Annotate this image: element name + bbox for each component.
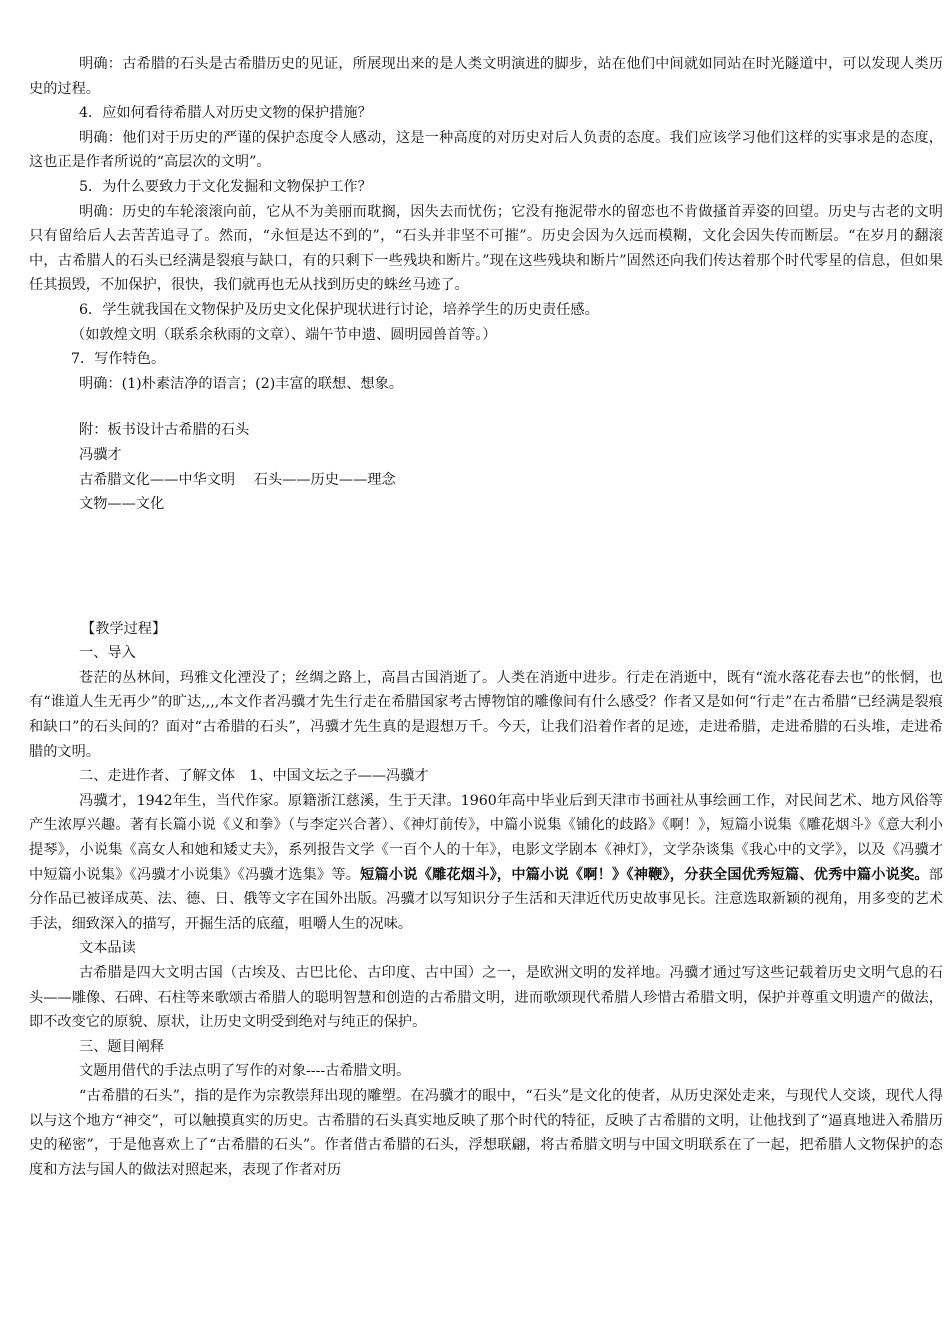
- answer-paragraph-3: 明确：古希腊的石头是古希腊历史的见证，所展现出来的是人类文明演进的脚步，站在他们中间就如同站在时光隧道中，可以发现人类历史的过程。: [29, 56, 943, 97]
- author-bio-text-a: 冯骥才，1942年生，当代作家。原籍浙江慈溪，生于天津。1960年高中毕业后到天津市书画社从事绘画工作，对民间艺术、地方风俗等产生浓厚兴趣。著有长篇小说《义和拳》（与李定兴合著）、《神灯前传》，中篇小说集《铺化的歧路》《啊！》，短篇小说集《雕花烟斗》《意大利小提琴》，小说集《高女人和她和矮丈夫》，系列报告文学《一百个人的十年》，电影文学剧本《神灯》，文学杂谈集《我心中的文学》，以及《冯骥才中短篇小说集》《冯骥才小说集》《冯骥才选集》等。: [29, 792, 943, 883]
- question-4: 4．应如何看待希腊人对历史文物的保护措施？: [79, 105, 372, 122]
- board-design-line-2: 文物——文化: [79, 496, 165, 513]
- heading-text-reading: 文本品读: [79, 940, 136, 957]
- title-explanation-line: 文题用借代的手法点明了写作的对象----古希腊文明。: [79, 1063, 411, 1080]
- board-design-title: 附：板书设计古希腊的石头: [79, 422, 250, 439]
- answer-paragraph-7: 明确：(1)朴素洁净的语言；(2)丰富的联想、想象。: [79, 375, 403, 392]
- spacer: [29, 517, 943, 617]
- question-6: 6．学生就我国在文物保护及历史文化保护现状进行讨论，培养学生的历史责任感。: [79, 301, 599, 318]
- heading-author-genre: 二、走进作者、了解文体 1、中国文坛之子——冯骥才: [79, 768, 429, 785]
- document-page: [29, 52, 943, 1182]
- text-reading-paragraph: 古希腊是四大文明古国（古埃及、古巴比伦、古印度、古中国）之一，是欧洲文明的发祥地。冯骥才通过写这些记载着历史文明气息的石头——雕像、石碑、石柱等来歌颂古希腊人的聪明智慧和创造的古希腊文明，进而歌颂现代希腊人珍惜古希腊文明，保护并尊重文明遗产的做法，即不改变它的原貌、原状，让历史文明受到绝对与纯正的保护。: [29, 965, 943, 1031]
- author-biography: [29, 789, 943, 937]
- answer-paragraph-4: 明确：他们对于历史的严谨的保护态度令人感动，这是一种高度的对历史对后人负责的态度。我们应该学习他们这样的实事求是的态度，这也正是作者所说的“高层次的文明”。: [29, 129, 943, 171]
- heading-title-explanation: 三、题目阐释: [79, 1038, 165, 1055]
- board-design-author: 冯骥才: [79, 446, 122, 463]
- stone-explanation-paragraph: “古希腊的石头”，指的是作为宗教崇拜出现的雕塑。在冯骥才的眼中，“石头”是文化的使者，从历史深处走来，与现代人交谈，现代人得以与这个地方“神交”，可以触摸真实的历史。古希腊的石头真实地反映了那个时代的特征，反映了古希腊的文明，让他找到了“逼真地进入希腊历史的秘密”，于是他喜欢上了“古希腊的石头”。作者借古希腊的石头，浮想联翩，将古希腊文明与中国文明联系在了一起，把希腊人文物保护的态度和方法与国人的做法对照起来，表现了作者对历: [29, 1087, 943, 1178]
- question-7: 7．写作特色。: [71, 351, 166, 368]
- spacer: [29, 396, 943, 418]
- heading-introduction: 一、导入: [79, 645, 136, 662]
- author-bio-awards: 短篇小说《雕花烟斗》，中篇小说《啊！》《神鞭》，分获全国优秀短篇、优秀中篇小说奖。: [360, 866, 929, 883]
- question-6-note: （如敦煌文明（联系余秋雨的文章）、端午节申遗、圆明园兽首等。）: [71, 326, 497, 343]
- question-5: 5．为什么要致力于文化发掘和文物保护工作？: [79, 178, 372, 195]
- section-heading-teaching-process: 【教学过程】: [81, 620, 167, 637]
- author-bio-text-b: 部分作品已被译成英、法、德、日、俄等文字在国外出版。冯骥才以写知识分子生活和天津近代历史故事见长。注意选取新颖的视角，用多变的艺术手法，细致深入的描写，开掘生活的底蕴，咀嚼人生的况味。: [29, 866, 943, 932]
- board-design-line-1: 古希腊文化——中华文明 石头——历史——理念: [79, 471, 396, 488]
- answer-paragraph-5: 明确：历史的车轮滚滚向前，它从不为美丽而耽搁，因失去而忧伤；它没有拖泥带水的留恋也不肯做搔首弄姿的回望。历史与古老的文明只有留给后人去苦苦追寻了。然而，“永恒是达不到的”，“石头并非坚不可摧”。历史会因为久远而模糊，文化会因失传而断层。“在岁月的翻滚中，古希腊人的石头已经满是裂痕与缺口，有的只剩下一些残块和断片。”现在这些残块和断片”固然还向我们传达着那个时代零星的信息，但如果任其损毁，不加保护，很快，我们就再也无从找到历史的蛛丝马迹了。: [29, 203, 943, 294]
- introduction-paragraph: 苍茫的丛林间，玛雅文化湮没了；丝绸之路上，高昌古国消逝了。人类在消逝中进步。行走在消逝中，既有“流水落花春去也”的怅惘，也有“谁道人生无再少”的旷达,,,,本文作者冯骥才先生行走在希腊国家考古博物馆的雕像间有什么感受？作者又是如何“行走”在古希腊“已经满是裂痕和缺口”的石头间的？面对“古希腊的石头”，冯骥才先生真的是遐想万千。今天，让我们沿着作者的足迹，走进希腊，走进希腊的石头堆，走进希腊的文明。: [29, 669, 943, 760]
